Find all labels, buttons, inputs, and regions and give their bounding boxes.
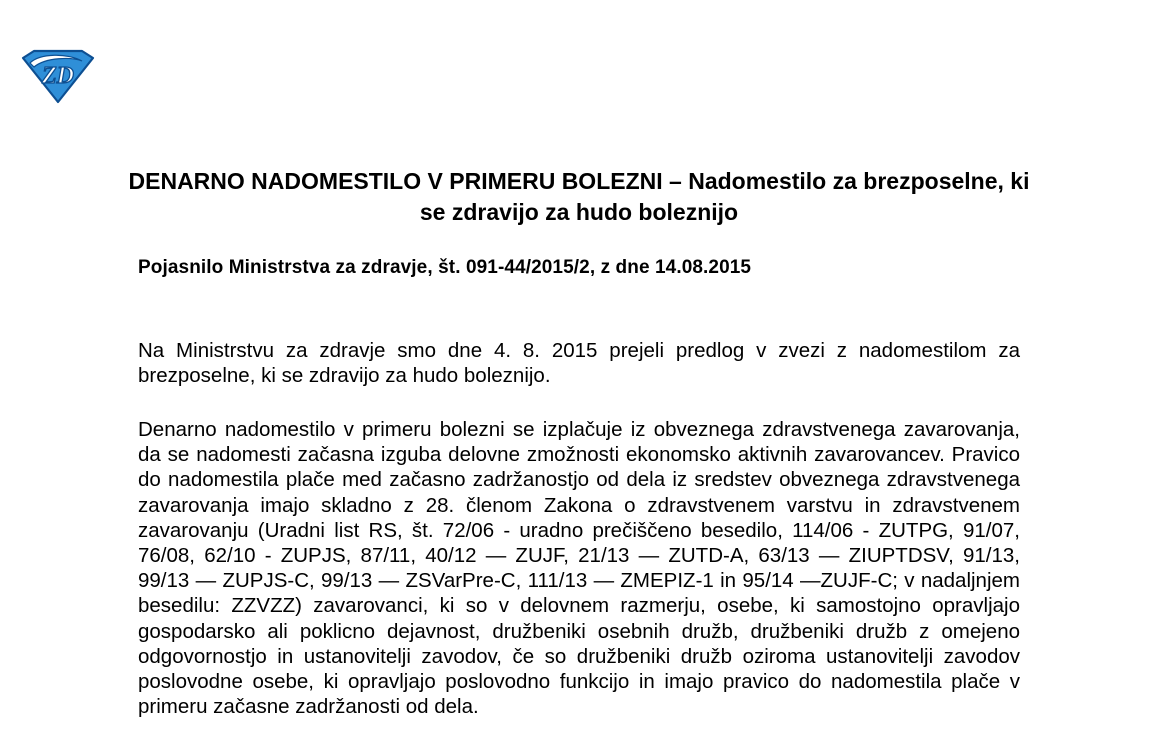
body-paragraph-2: Denarno nadomestilo v primeru bolezni se izplačuje iz obveznega zdravstvenega zavarovanja, da se nadomesti začasna izguba delovne zmožnosti ekonomsko aktivnih zavarovancev. Pravico do nadomestila plače med začasno zadržanostjo od dela iz sredstev obveznega zdravstvenega zavarovanja imajo skladno z 28. členom Zakona o zdravstvenem varstvu in zdravstvenem zavarovanju (Uradni list RS, št. 72/06 - uradno prečiščeno besedilo, 114/06 - ZUTPG, 91/07, 76/08, 62/10 - ZUPJS, 87/11, 40/12 — ZUJF, 21/13 — ZUTD-A, 63/13 — ZIUPTDSV, 91/13, 99/13 — ZUPJS-C, 99/13 — ZSVarPre-C, 111/13 — ZMEPIZ-1 in 95/14 —ZUJF-C; v nadaljnjem besedilu: ZZVZZ) zavarovanci, ki so v delovnem razmerju, osebe, ki samostojno opravljajo gospodarsko ali poklicno dejavnost, družbeniki osebnih družb, družbeniki družb z omejeno odgovornostjo in ustanovitelji zavodov, če so družbeniki družb oziroma ustanovitelji zavodov poslovodne osebe, ki opravljajo poslovodno funkcijo in imajo pravico do nadomestila plače v primeru začasne zadržanosti od dela. <box>138 418 1020 719</box>
body-paragraph-1: Na Ministrstvu za zdravje smo dne 4. 8. 2015 prejeli predlog v zvezi z nadomestilom za brezposelne, ki se zdravijo za hudo boleznijo. <box>138 339 1020 388</box>
document-subtitle: Pojasnilo Ministrstva za zdravje, št. 091-44/2015/2, z dne 14.08.2015 <box>138 257 752 278</box>
zd-shield-logo-icon <box>20 47 96 105</box>
logo-letters: ZD <box>42 63 74 89</box>
document-title: DENARNO NADOMESTILO V PRIMERU BOLEZNI – Nadomestilo za brezposelne, ki se zdravijo za hudo boleznijo <box>128 168 1030 225</box>
